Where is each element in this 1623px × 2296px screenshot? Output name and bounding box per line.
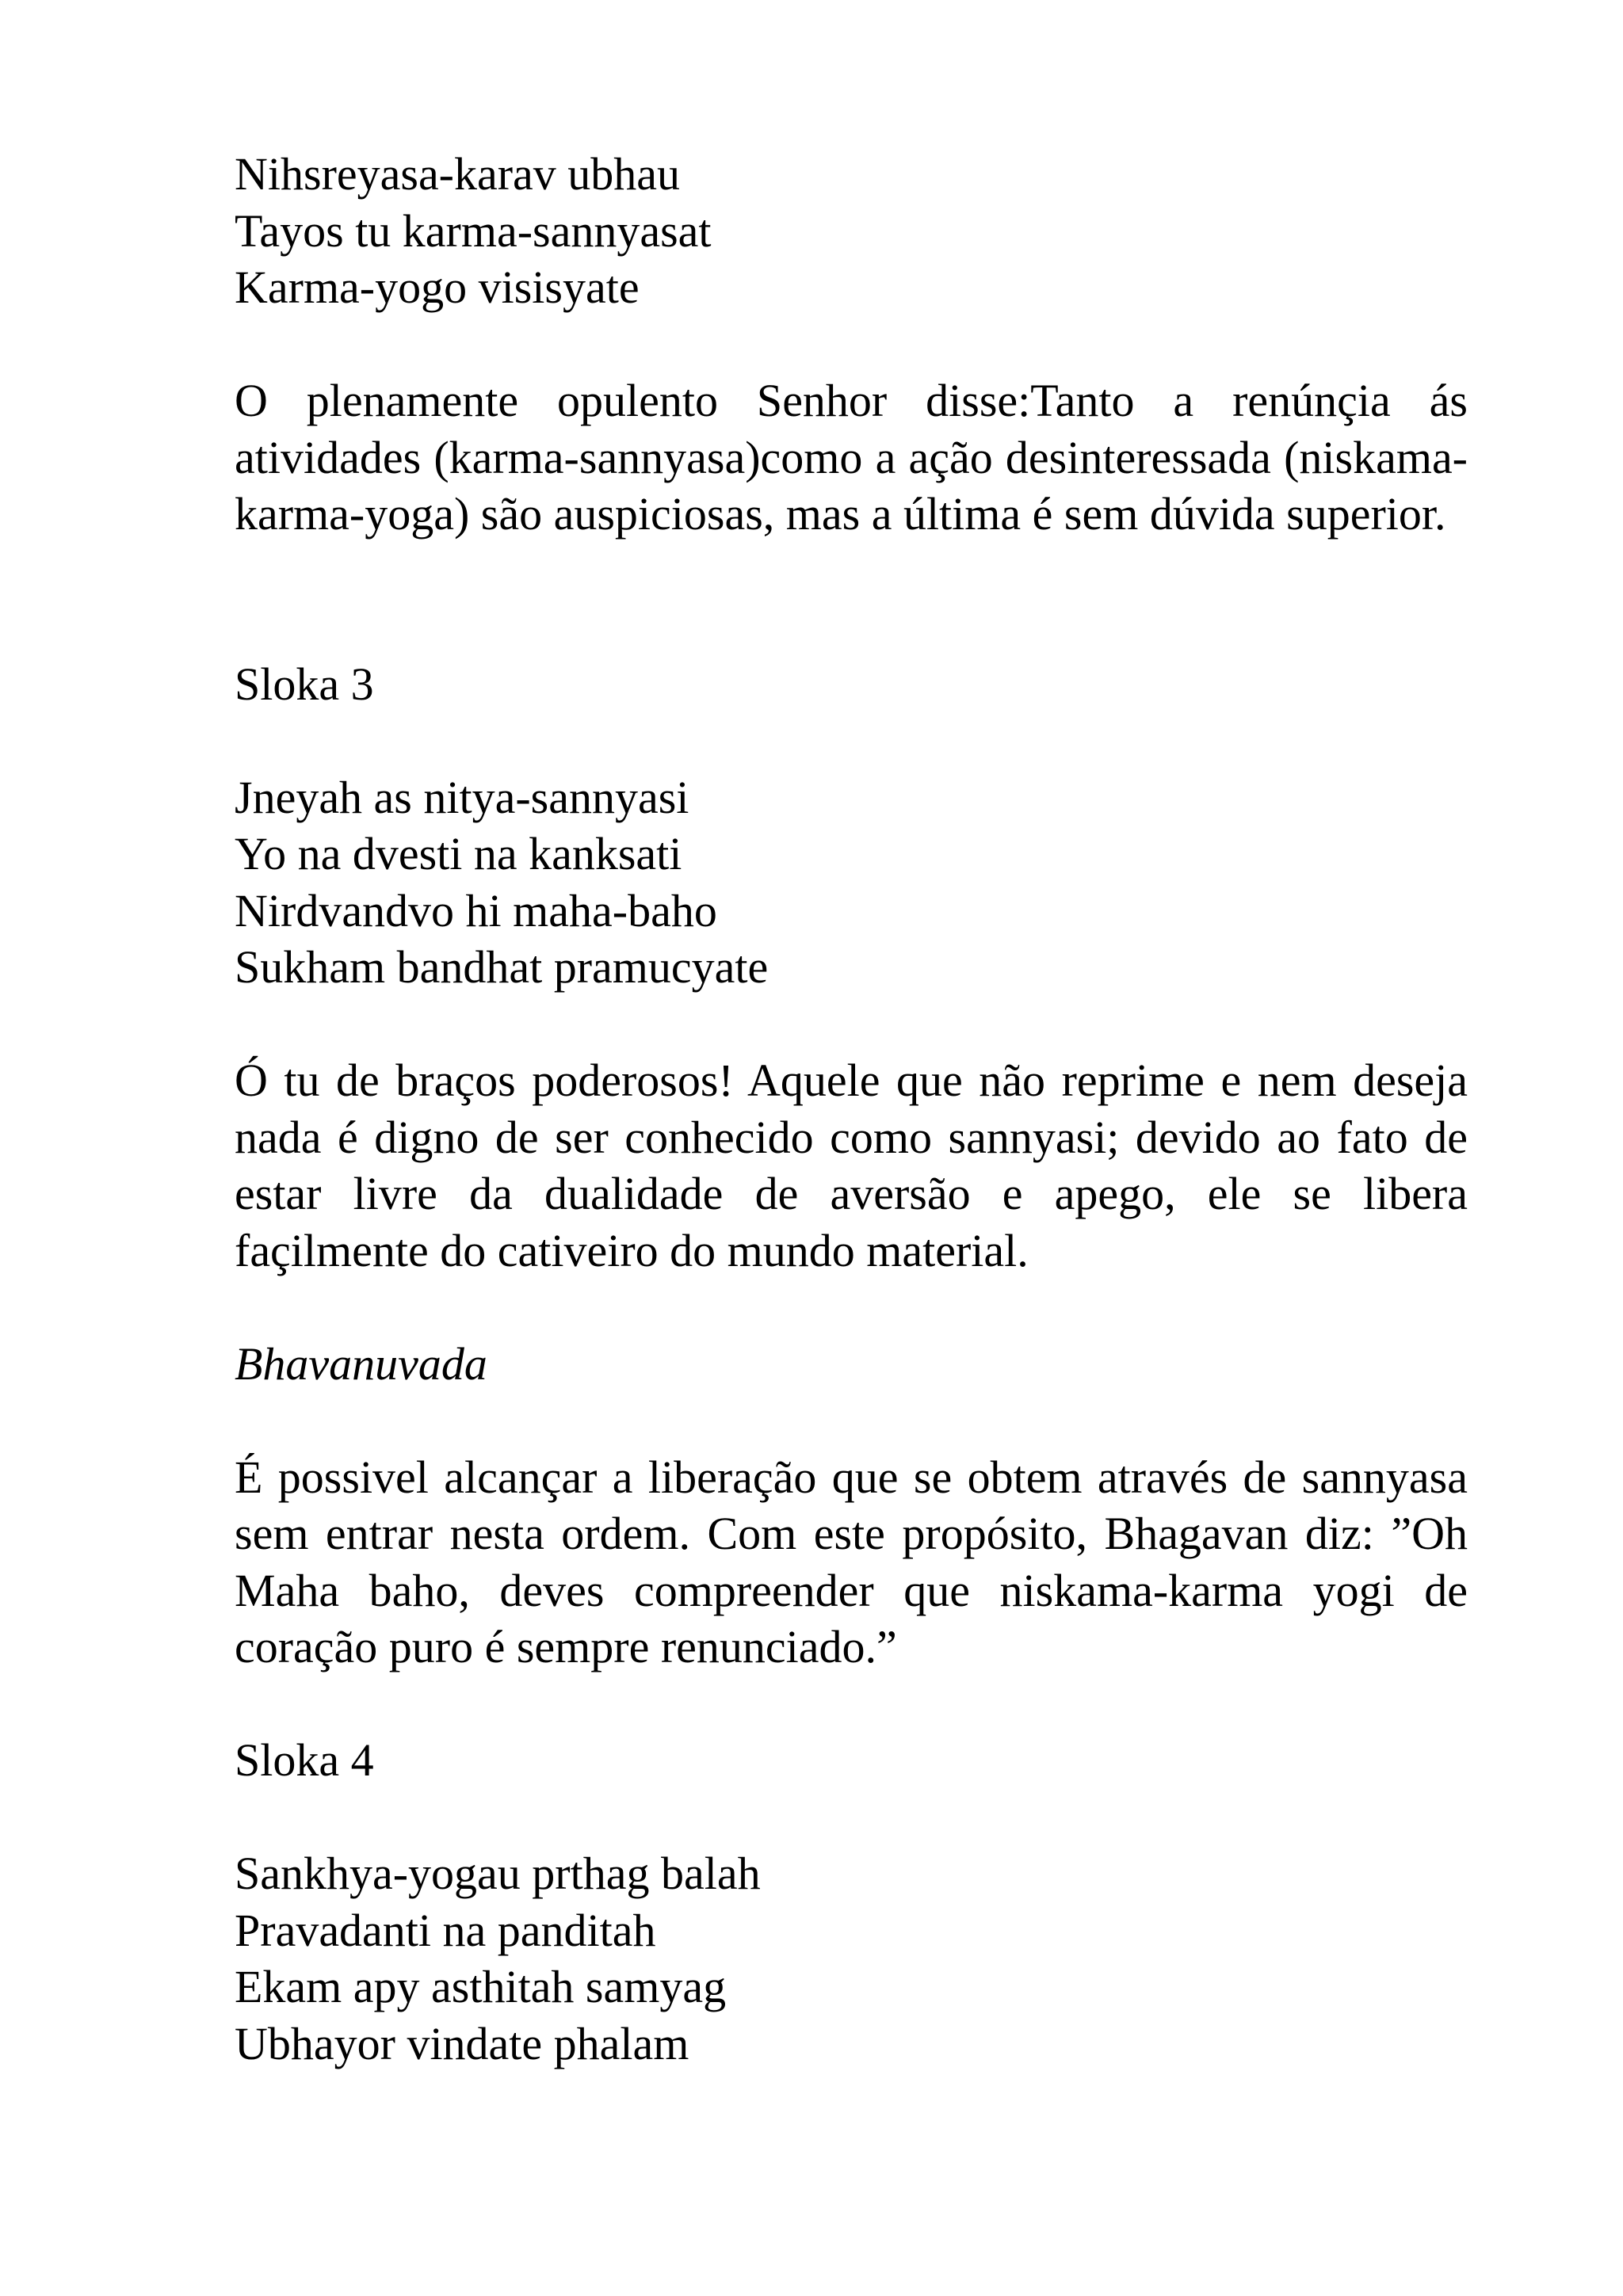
verse-line: Sukham bandhat pramucyate [235,941,769,993]
verse-block-top [235,146,1468,316]
verse-line: Karma-yogo visisyate [235,261,640,313]
verse-line: Jneyah as nitya-sannyasi [235,771,689,823]
verse-line: Yo na dvesti na kanksati [235,828,682,879]
sloka-3-heading: Sloka 3 [235,658,374,710]
verse-line: Ubhayor vindate phalam [235,2017,689,2069]
sloka-4-heading: Sloka 4 [235,1734,374,1786]
document-page [235,146,1468,2072]
translation-paragraph: Ó tu de braços poderosos! Aquele que não reprime e nem deseja nada é digno de ser conhecido como sannyasi; devido ao fato de estar livre da dualidade de aversão e apego, ele se libera façilmente do cativeiro do mundo material. [235,1055,1468,1276]
verse-line: Ekam apy asthitah samyag [235,1961,727,2012]
verse-line: Nihsreyasa-karav ubhau [235,148,681,200]
verse-line: Nirdvandvo hi maha-baho [235,884,717,936]
verse-line: Pravadanti na panditah [235,1904,656,1956]
verse-line: Sankhya-yogau prthag balah [235,1848,761,1899]
verse-block-sloka-4 [235,1845,1468,2072]
translation-paragraph: O plenamente opulento Senhor disse:Tanto a renúnçia ás atividades (karma-sannyasa)como a ação desinteressada (niskama-karma-yoga) são auspiciosas, mas a última é sem dúvida superior. [235,375,1468,540]
verse-block-sloka-3 [235,769,1468,996]
verse-line: Tayos tu karma-sannyasat [235,204,712,257]
commentary-title: Bhavanuvada [235,1337,487,1390]
commentary-paragraph: É possivel alcançar a liberação que se obtem através de sannyasa sem entrar nesta ordem. Com este propósito, Bhagavan diz: ”Oh Maha baho, deves compreender que niskama-karma yogi de coração puro é sempre renunciado.” [235,1451,1468,1672]
